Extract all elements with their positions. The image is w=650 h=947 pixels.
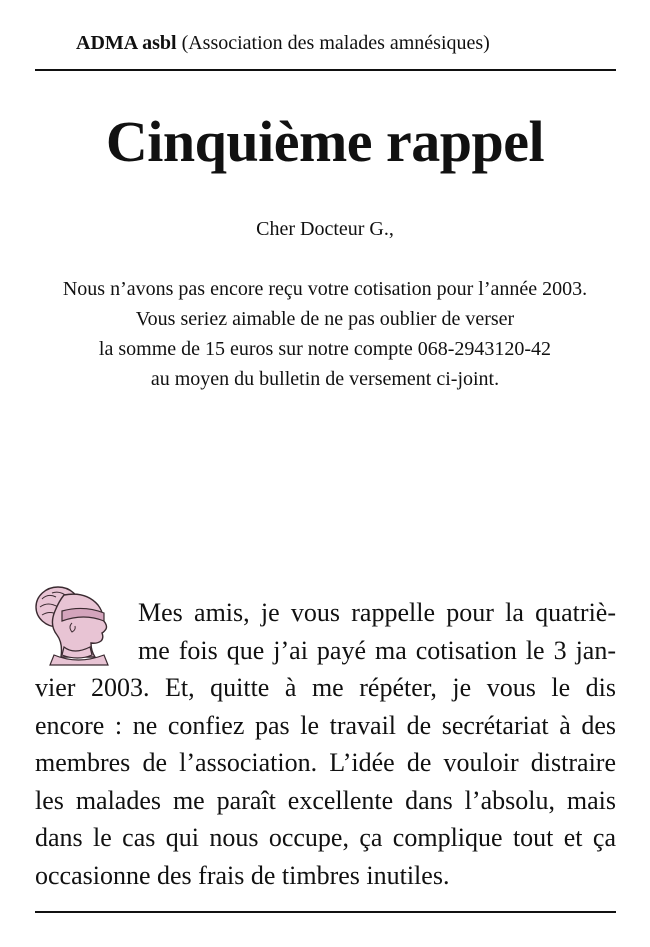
top-divider xyxy=(35,69,616,71)
reply-line: dans le cas qui nous occupe, ça complique tout et ça xyxy=(35,823,616,852)
notice-line: la somme de 15 euros sur notre compte 068-2943120-42 xyxy=(98,338,552,360)
notice-line: Vous seriez aimable de ne pas oublier de verser xyxy=(135,308,515,330)
salutation: Cher Docteur G., xyxy=(256,218,394,240)
reply-line: me fois que j’ai payé ma cotisation le 3 jan- xyxy=(138,635,616,665)
bottom-divider xyxy=(35,911,616,913)
organization-description: (Association des malades amnésiques) xyxy=(181,32,490,54)
reminder-notice xyxy=(0,274,650,394)
notice-line: au moyen du bulletin de versement ci-joint. xyxy=(150,368,500,390)
page-title: Cinquième rappel xyxy=(105,109,545,174)
reply-line: Mes amis, je vous rappelle pour la quatriè- xyxy=(138,598,616,627)
reply-line: occasionne des frais de timbres inutiles. xyxy=(35,860,450,890)
notice-line: Nous n’avons pas encore reçu votre cotisation pour l’année 2003. xyxy=(62,278,588,300)
reply-line: encore : ne confiez pas le travail de secrétariat à des xyxy=(35,710,616,740)
reply-line: membres de l’association. L’idée de vouloir distraire xyxy=(35,748,616,777)
reply-line: les malades me paraît excellente dans l’absolu, mais xyxy=(35,785,616,815)
reply-line: vier 2003. Et, quitte à me répéter, je vous le dis xyxy=(35,673,616,702)
reply-paragraph xyxy=(35,594,616,894)
organization-name: ADMA asbl xyxy=(76,32,177,54)
letterhead xyxy=(76,32,490,55)
